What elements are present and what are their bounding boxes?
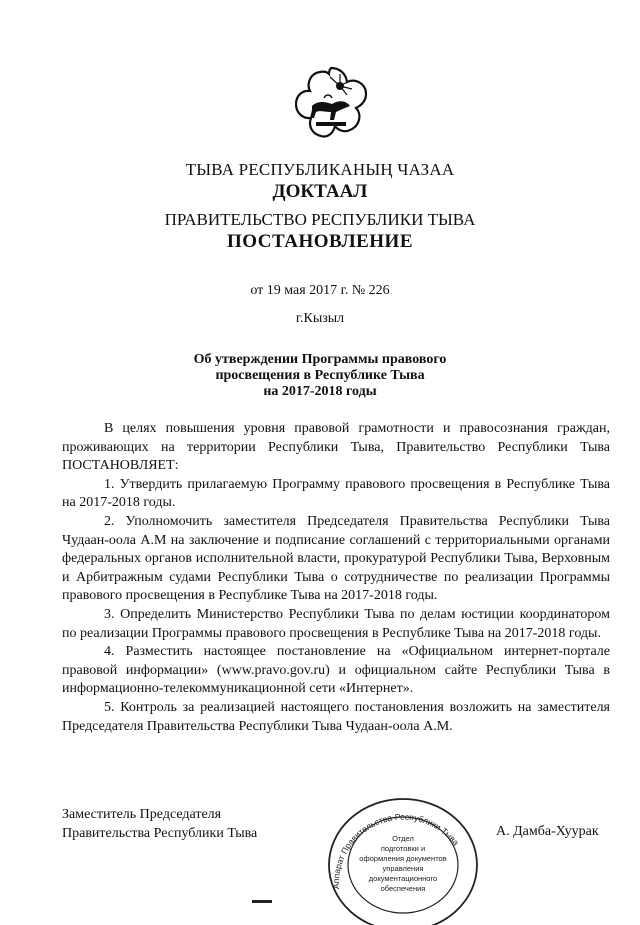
stamp-line: управления — [382, 864, 424, 873]
stamp-line: Отдел — [392, 834, 414, 843]
header-government: ПРАВИТЕЛЬСТВО РЕСПУБЛИКИ ТЫВА — [164, 210, 476, 229]
document-body — [62, 420, 610, 736]
stamp-line: обеспечения — [380, 884, 426, 893]
signatory-position-line: Правительства Республики Тыва — [62, 826, 258, 841]
signatory-name: А. Дамба-Хуурак — [496, 824, 599, 839]
title-line: Об утверждении Программы правового — [193, 352, 447, 367]
paragraph-item-3: 3. Определить Министерство Республики Тыва по делам юстиции координатором по реализации Программы правового просвещения в Республике Тыва на 2017-2018 годы. — [62, 606, 610, 641]
scan-mark — [252, 900, 272, 903]
coat-of-arms-icon — [290, 62, 372, 144]
stamp-line: подготовки и — [380, 844, 426, 853]
paragraph-item-5: 5. Контроль за реализацией настоящего постановления возложить на заместителя Председателя Правительства Республики Тыва Чудаан-оола А.М. — [62, 699, 610, 734]
paragraph-item-4: 4. Разместить настоящее постановление на «Официальном интернет-портале правовой информации» (www.pravo.gov.ru) и официальном сайте Республики Тыва в информационно-телекоммуникационной сети «Интернет». — [62, 644, 610, 697]
title-line: на 2017-2018 годы — [263, 384, 377, 399]
document-city: г.Кызыл — [295, 311, 345, 326]
paragraph-item-2: 2. Уполномочить заместителя Председателя Правительства Республики Тыва Чудаан-оола А.М на заключение и подписание соглашений с территориальными органами федеральных органов исполнительной власти, прокуратурой Республики Тыва, Верховным и Арбитражным судами Республики Тыва о сотрудничестве по реализации Программы правового просвещения в Республике Тыва на 2017-2018 годы. — [62, 513, 610, 604]
document-date: от 19 мая 2017 г. № 226 — [250, 283, 390, 298]
stamp-ring-text: Аппарат Правительства Республики Тыва — [330, 811, 462, 890]
document-title — [0, 352, 640, 400]
title-line: просвещения в Республике Тыва — [215, 368, 425, 383]
paragraph-item-1: 1. Утвердить прилагаемую Программу правового просвещения в Республике Тыва на 2017-2018 годы. — [62, 476, 610, 511]
header-line-tuvan: ТЫВА РЕСПУБЛИКАНЫҢ ЧАЗАА — [185, 160, 455, 179]
stamp-line: оформления документов — [359, 854, 447, 863]
paragraph-preamble: В целях повышения уровня правовой грамотности и правосознания граждан, проживающих на территории Республики Тыва, Правительство Республики Тыва ПОСТАНОВЛЯЕТ: — [62, 421, 610, 474]
header-doktaal: ДОКТААЛ — [272, 181, 368, 202]
stamp-icon — [322, 785, 484, 925]
signatory-position-line: Заместитель Председателя — [62, 807, 222, 822]
header-postanovlenie: ПОСТАНОВЛЕНИЕ — [226, 231, 414, 252]
stamp-line: документационного — [368, 874, 438, 883]
signatory-position — [62, 805, 257, 843]
